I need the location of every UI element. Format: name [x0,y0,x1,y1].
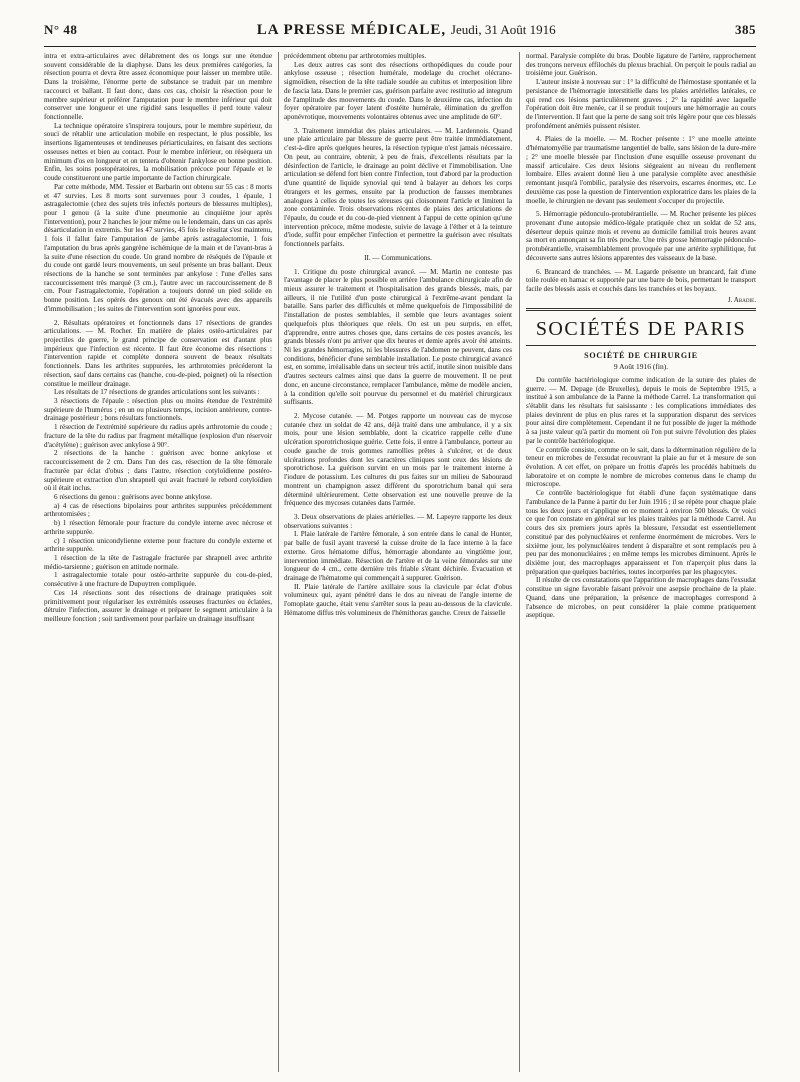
issue-date: Jeudi, 31 Août 1916 [450,22,556,37]
paragraph: II. — Communications. [364,253,432,262]
paragraph: 1 résection de la tête de l'astragale fracturée par shrapnell avec arthrite médio-tarsienne ; guérison en attitude normale. [44,553,272,571]
paragraph: précédemment obtenu par arthrotomies multiples. [284,52,427,60]
paragraph: 1 astragalectomie totale pour ostéo-arthrite suppurée du cou-de-pied, consécutive à une fracture de Dupuytren compliquée. [44,571,272,589]
column-2 [284,52,512,1074]
paragraph: intra et extra-articulaires avec délabrement des os longs sur une étendue souvent considérable de la diaphyse. Dans les deux premières catégories, la résection pourra et devra être assez économique pour laisser un membre utile. Dans la troisième, l'énorme perte de substance se traduit par un membre raccourci et ballant. Il faut donc, dans ces cas, choisir la résection pour le membre supérieur et préférer l'amputation pour le membre inférieur qui doit conserver une longueur et une rigidité sans lesquelles il perd toute valeur fonctionnelle. [44,52,272,122]
paragraph: 3. Traitement immédiat des plaies articulaires. — M. Lardennois. Quand une plaie articulaire par blessure de guerre peut être traitée immédiatement, c'est-à-dire après quelques heures, la résection typique n'est jamais nécessaire. On peut, au contraire, obtenir, à peu de frais, d'excellents résultats par la désinfection de l'article, le drainage au point déclive et l'immobilisation. Une articulation se défend fort bien contre l'infection, tout d'abord par la production d'une quantité de liquide synovial qui tend à balayer au dehors les corps étrangers et les germes, ensuite par la production de fausses membranes analogues à celles de toutes les séreuses qui cloisonnent l'article et limitent la zone contaminée. Trois observations récentes de plaies des articulations de l'épaule, du coude et du cou-de-pied viennent à l'appui de cette opinion qu'une intervention précoce, même modeste, suivie de lavage à l'éther et à la teinture d'iode, suffit pour empêcher l'infection et permettre la guérison avec résultats fonctionnels parfaits. [284,126,512,249]
section-rule [526,345,756,346]
journal-title [257,22,556,39]
paragraph: 1 résection de l'extrémité supérieure du radius après arthrotomie du coude ; fracture de la tête du radius par fragment métallique (explosion d'un réservoir d'acétylène) ; guérison avec ankylose à 90°. [44,423,272,449]
running-header [44,22,756,47]
section-rule [526,308,756,311]
column-rule [519,52,520,1072]
paragraph: 3. Deux observations de plaies artérielles. — M. Lapeyre rapporte les deux observations suivantes : [284,512,512,530]
paragraph: 2. Mycose cutanée. — M. Potges rapporte un nouveau cas de mycose cutanée chez un soldat de 42 ans, déjà traité dans une ambulance, il y a six mois, pour une lésion semblable, dont la cicatrice rappelle celle d'une ulcération sporotrichosique guérie. Cette fois, il entre à l'ambulance, porteur au coude gauche de trois gommes ramollies prêtes à s'ulcérer, et de deux ulcérations profondes dont les caractères cliniques sont ceux des lésions de sporotrichose. La guérison survint en un mois par le traitement interne à l'iodure de potassium. Les cultures du pus faites sur un milieu de Sabouraud montrent un champignon assez différent du sporotrichum banal qui sera déterminé ultérieurement. Cette observation est une nouvelle preuve de la fréquence des mycoses cutanées dans l'armée. [284,412,512,508]
paragraph: 2 résections de la hanche : guérison avec bonne ankylose et raccourcissement de 2 cm. Dans l'un des cas, résection de la tête fémorale fracturée par éclat d'obus ; dans l'autre, résection cotyloïdienne postéro-supérieure et extraction d'un shrapnell qui avait fracturé le rebord cotyloïdien où il était inclus. [44,449,272,493]
column-1 [44,52,272,1074]
paragraph: Les résultats de 17 résections de grandes articulations sont les suivants : [54,388,260,397]
paragraph: I. Plaie latérale de l'artère fémorale, à son entrée dans le canal de Hunter, par balle de fusil ayant traversé la cuisse droite de la face interne à la face externe. Gros hématome diffus, hémorragie abondante au vingtième jour, intervention immédiate. Résection de l'artère et de la veine fémorales sur une longueur de 4 cm., cette dernière très friable s'étant déchirée. Évacuation et drainage de l'hématome qui commençait à suppurer. Guérison. [284,530,512,582]
journal-name: LA PRESSE MÉDICALE, [256,22,447,38]
paragraph: c) 1 résection unicondylienne externe pour fracture du condyle externe et arthrite suppurée. [44,536,272,554]
society-name: SOCIÉTÉ DE CHIRURGIE [584,351,698,361]
paragraph: normal. Paralysie complète du bras. Double ligature de l'artère, rapprochement des tronçons nerveux effilochés du plexus brachial. On perçoit le pouls radial au troisième jour. Guérison. [526,52,756,78]
paragraph: 3 résections de l'épaule : résection plus ou moins étendue de l'extrémité supérieure de l'humérus ; en un ou plusieurs temps, incision antérieure, contre-drainage postérieur ; bons résultats fonctionnels. [44,397,272,423]
paragraph: L'auteur insiste à nouveau sur : 1° la difficulté de l'hémostase spontanée et la persistance de l'hémorragie interstitielle dans les plaies artérielles latérales, ce qui rend ces lésions particulièrement graves ; 2° la rapidité avec laquelle l'opération doit être menée, car il se produit toujours une hémorragie au cours de l'intervention. Il faut que la perte de sang soit très légère pour que ces blessés profondément anémiés puissent résister. [526,78,756,130]
session-date: 9 Août 1916 (fin). [613,362,669,372]
paragraph: 2. Résultats opératoires et fonctionnels dans 17 résections de grandes articulations. — M. Rocher. En matière de plaies ostéo-articulaires par projectiles de guerre, le grand principe de conservation est d'autant plus impérieux que l'infection est récente. Il faut être économe des résections : l'intervention rapide et complète donnera souvent de beaux résultats fonctionnels. Dans les arthrites suppurées, les arthrotomies précéderont la résection, sauf dans certains cas (hanche, cou-de-pied, poignet) où la résection constitue le meilleur drainage. [44,318,272,388]
column-rule [278,52,279,1072]
paragraph: 6. Brancard de tranchées. — M. Lagarde présente un brancard, fait d'une toile roulée en hamac et supportée par une barre de bois, permettant le transport facile des blessés assis et couchés dans les tranchées et les boyaux. [526,267,756,293]
paragraph: Il résulte de ces constatations que l'apparition de macrophages dans l'exsudat constitue un signe favorable faisant prévoir une asepsie prochaine de la plaie. Quand, dans une préparation, la présence de macrophages correspond à l'absence de microbes, on peut considérer la plaie comme pratiquement aseptique. [526,576,756,620]
paragraph: Ce contrôle bactériologique fut établi d'une façon systématique dans l'ambulance de la Panne à partir du 1er Juin 1916 ; il se répète pour chaque plaie tous les deux jours et s'applique en ce moment à environ 500 blessés. Or voici ce que l'on constate en général sur les plaies traitées par la méthode Carrel. Au cours des six premiers jours après la blessure, l'exsudat est essentiellement constitué par des polynucléaires et renferme énormément de microbes. Vers le sixième jour, les polynucléaires tendent à disparaître et sont remplacés peu à peu par des mononucléaires ; en même temps les microbes diminuent. Après le dixième jour, des macrophages apparaissent et l'on n'aperçoit plus dans la préparation que quelques bactéries, toutes incorporées par les phagocytes. [526,489,756,576]
paragraph: b) 1 résection fémorale pour fracture du condyle interne avec nécrose et arthrite suppurée. [44,519,272,536]
column-3-top [526,52,756,294]
section-title: SOCIÉTÉS DE PARIS [535,318,747,341]
paragraph: Ce contrôle consiste, comme on le sait, dans la détermination régulière de la teneur en microbes de l'exsudat recouvrant la plaie au fur et à mesure de son évolution. A cet effet, on prépare un frottis d'après les procédés habituels du laboratoire et on compte le nombre de microbes contenus dans le champ du microscope. [526,445,756,489]
paragraph: 4. Plaies de la moelle. — M. Rocher présente : 1° une moelle atteinte d'hématomyélie par traumatisme tangentiel de balle, sans lésion de la dure-mère ; 2° une moelle blessée par l'inclusion d'une esquille osseuse provenant du massif articulaire. Ces deux lésions siégeaient au niveau du renflement lombaire. Elles avaient donné lieu à une paralysie complète avec anesthésie remontant jusqu'à l'ombilic, paralysie des réservoirs, escarres énormes, etc. Le deuxième cas pose la question de l'intervention exploratrice dans les plaies de la moelle, le chirurgien ne devant pas seulement s'occuper du projectile. [526,135,756,205]
paragraph: Ces 14 résections sont des résections de drainage pratiquées soit primitivement pour régulariser les extrémités osseuses fracturées ou éclatées, détruire l'infection, assurer le drainage et préparer le segment articulaire à la meilleure fonction ; soit tardivement pour parfaire un drainage insuffisant [44,588,272,623]
paragraph: 5. Hémorragie pédonculo-protubérantielle. — M. Rocher présente les pièces provenant d'une autopsie médico-légale pratiquée chez un soldat de 52 ans, déserteur depuis quinze mois et revenu au domicile familial trois heures avant sa mort en annonçant sa fin très proche. Une très grosse hémorragie pédonculo-protubérantielle, vraisemblablement provoquée par une artérite syphilitique, fut découverte sans autres lésions apparentes des vaisseaux de la base. [526,210,756,262]
column-3 [526,52,756,1074]
paragraph: Les deux autres cas sont des résections orthopédiques du coude pour ankylose osseuse ; résection humérale, modelage du crochet olécrano-sigmoïdien, résection de la tête radiale soudée au cubitus et interposition libre de fascia lata. Dans le premier cas, guérison parfaite avec restitutio ad integrum de l'amplitude des mouvements du coude. Dans le deuxième cas, infection du foyer opératoire par foyer latent d'ostéite humérale, élimination du greffon aponévrotique, mouvements volontaires obtenus avec une amplitude de 60°. [284,60,512,122]
paragraph: Du contrôle bactériologique comme indication de la suture des plaies de guerre. — M. Depage (de Bruxelles), depuis le mois de Septembre 1915, a institué à son ambulance de la Panne la méthode Carrel. La transformation qui s'établit dans les résultats fut saisissante : les complications immédiates des plaies devinrent de plus en plus rares et la suppuration disparut des services pour ainsi dire complètement. Cependant il ne fut possible de juger la méthode à sa juste valeur qu'à partir du moment où l'on put suivre l'évolution des plaies par le contrôle bactériologique. [526,375,756,445]
page-number: 385 [734,22,756,37]
paragraph: Par cette méthode, MM. Tessier et Barbarin ont obtenu sur 55 cas : 8 morts et 47 survies. Les 8 morts sont survenues pour 3 coudes, 1 épaule, 1 astragalectomie (chez des sujets très infectés porteurs de blessures multiples), pour 1 genou (à la suite d'une pneumonie au cinquième jour après l'intervention), pour 2 hanches le jour même ou le lendemain, dans un cas après désarticulation in extremis. Sur les 47 survies, 45 fois le résultat s'est maintenu, 1 fois il fallut faire l'amputation de jambe après astragalectomie, 1 fois l'amputation du bras après gangrène ischémique de la main et de l'avant-bras à la suite d'une résection du coude. Un grand nombre de réséqués de l'épaule et du coude ont gardé leurs mouvements, un seul présente un bras ballant. Deux résections de la hanche se sont terminées par ankylose : l'une d'elles sans raccourcissement très marqué (3 cm.), l'autre avec un raccourcissement de 8 cm. Pour l'astragalectomie, l'opération a toujours donné un pied solide en bonne position. Les opérés des genoux ont été évacués avec des appareils d'immobilisation ; les suites de l'intervention sont ignorées pour eux. [44,182,272,313]
column-3-bottom [526,376,756,620]
paragraph: II. Plaie latérale de l'artère axillaire sous la clavicule par éclat d'obus volumineux qui, ayant pénétré dans le dos au niveau de l'angle interne de l'omoplate gauche, était venu s'arrêter sous la peau au-dessous de la clavicule. Hématome diffus très volumineux de l'hémithorax gauche. Creux de l'aisselle [284,582,512,617]
issue-number: N° 48 [44,22,78,37]
paragraph: 1. Critique du poste chirurgical avancé. — M. Martin ne conteste pas l'avantage de placer le plus possible en arrière l'ambulance chirurgicale afin de mieux assurer le traitement et l'hospitalisation des grands blessés, mais, par ailleurs, il nie l'utilité d'un poste chirurgical à l'extrême-avant pendant la bataille. Sans parler des difficultés et même quelquefois de l'impossibilité de l'installation de postes semblables, il semble que leurs avantages soient quelquefois plus théoriques que réels. On est un peu surpris, en effet, d'apprendre, entre autres choses que, dans certains de ces postes avancés, les grands blessés n'ont pu arriver que dix heures et demie après avoir été atteints. Ni les grandes hémorragies, ni les blessures de l'abdomen ne peuvent, dans ces conditions, bénéficier d'une semblable installation. Le poste chirurgical avancé est, en somme, irréalisable dans un secteur très actif, inutile sinon nuisible dans d'autres secteurs calmes ainsi que dans la guerre de mouvement. Il ne peut donc, en aucune circonstance, remplacer l'ambulance, même de modèle ancien, à la condition qu'elle soit pourvue du personnel et du matériel chirurgicaux suffisants. [284,267,512,407]
paragraph: a) 4 cas de résections bipolaires pour arthrites suppurées précédemment arthrotomisées ; [44,501,272,519]
signature: J. Abadie. [727,295,756,304]
paragraph: 6 résections du genou : guérisons avec bonne ankylose. [54,492,213,501]
paragraph: La technique opératoire s'inspirera toujours, pour le membre supérieur, du souci de rétablir une articulation mobile en respectant, le plus possible, les insertions ligamenteuses et tendineuses périarticulaires, en faisant des sections osseuses nettes et bien au contact. Pour le membre inférieur, on résèquera un minimum d'os en longueur et on tentera d'obtenir l'ankylose en bonne position. Enfin, les soins postopératoires, la mobilisation précoce pour l'épaule et le coude constitueront une partie importante de l'action chirurgicale. [44,121,272,183]
